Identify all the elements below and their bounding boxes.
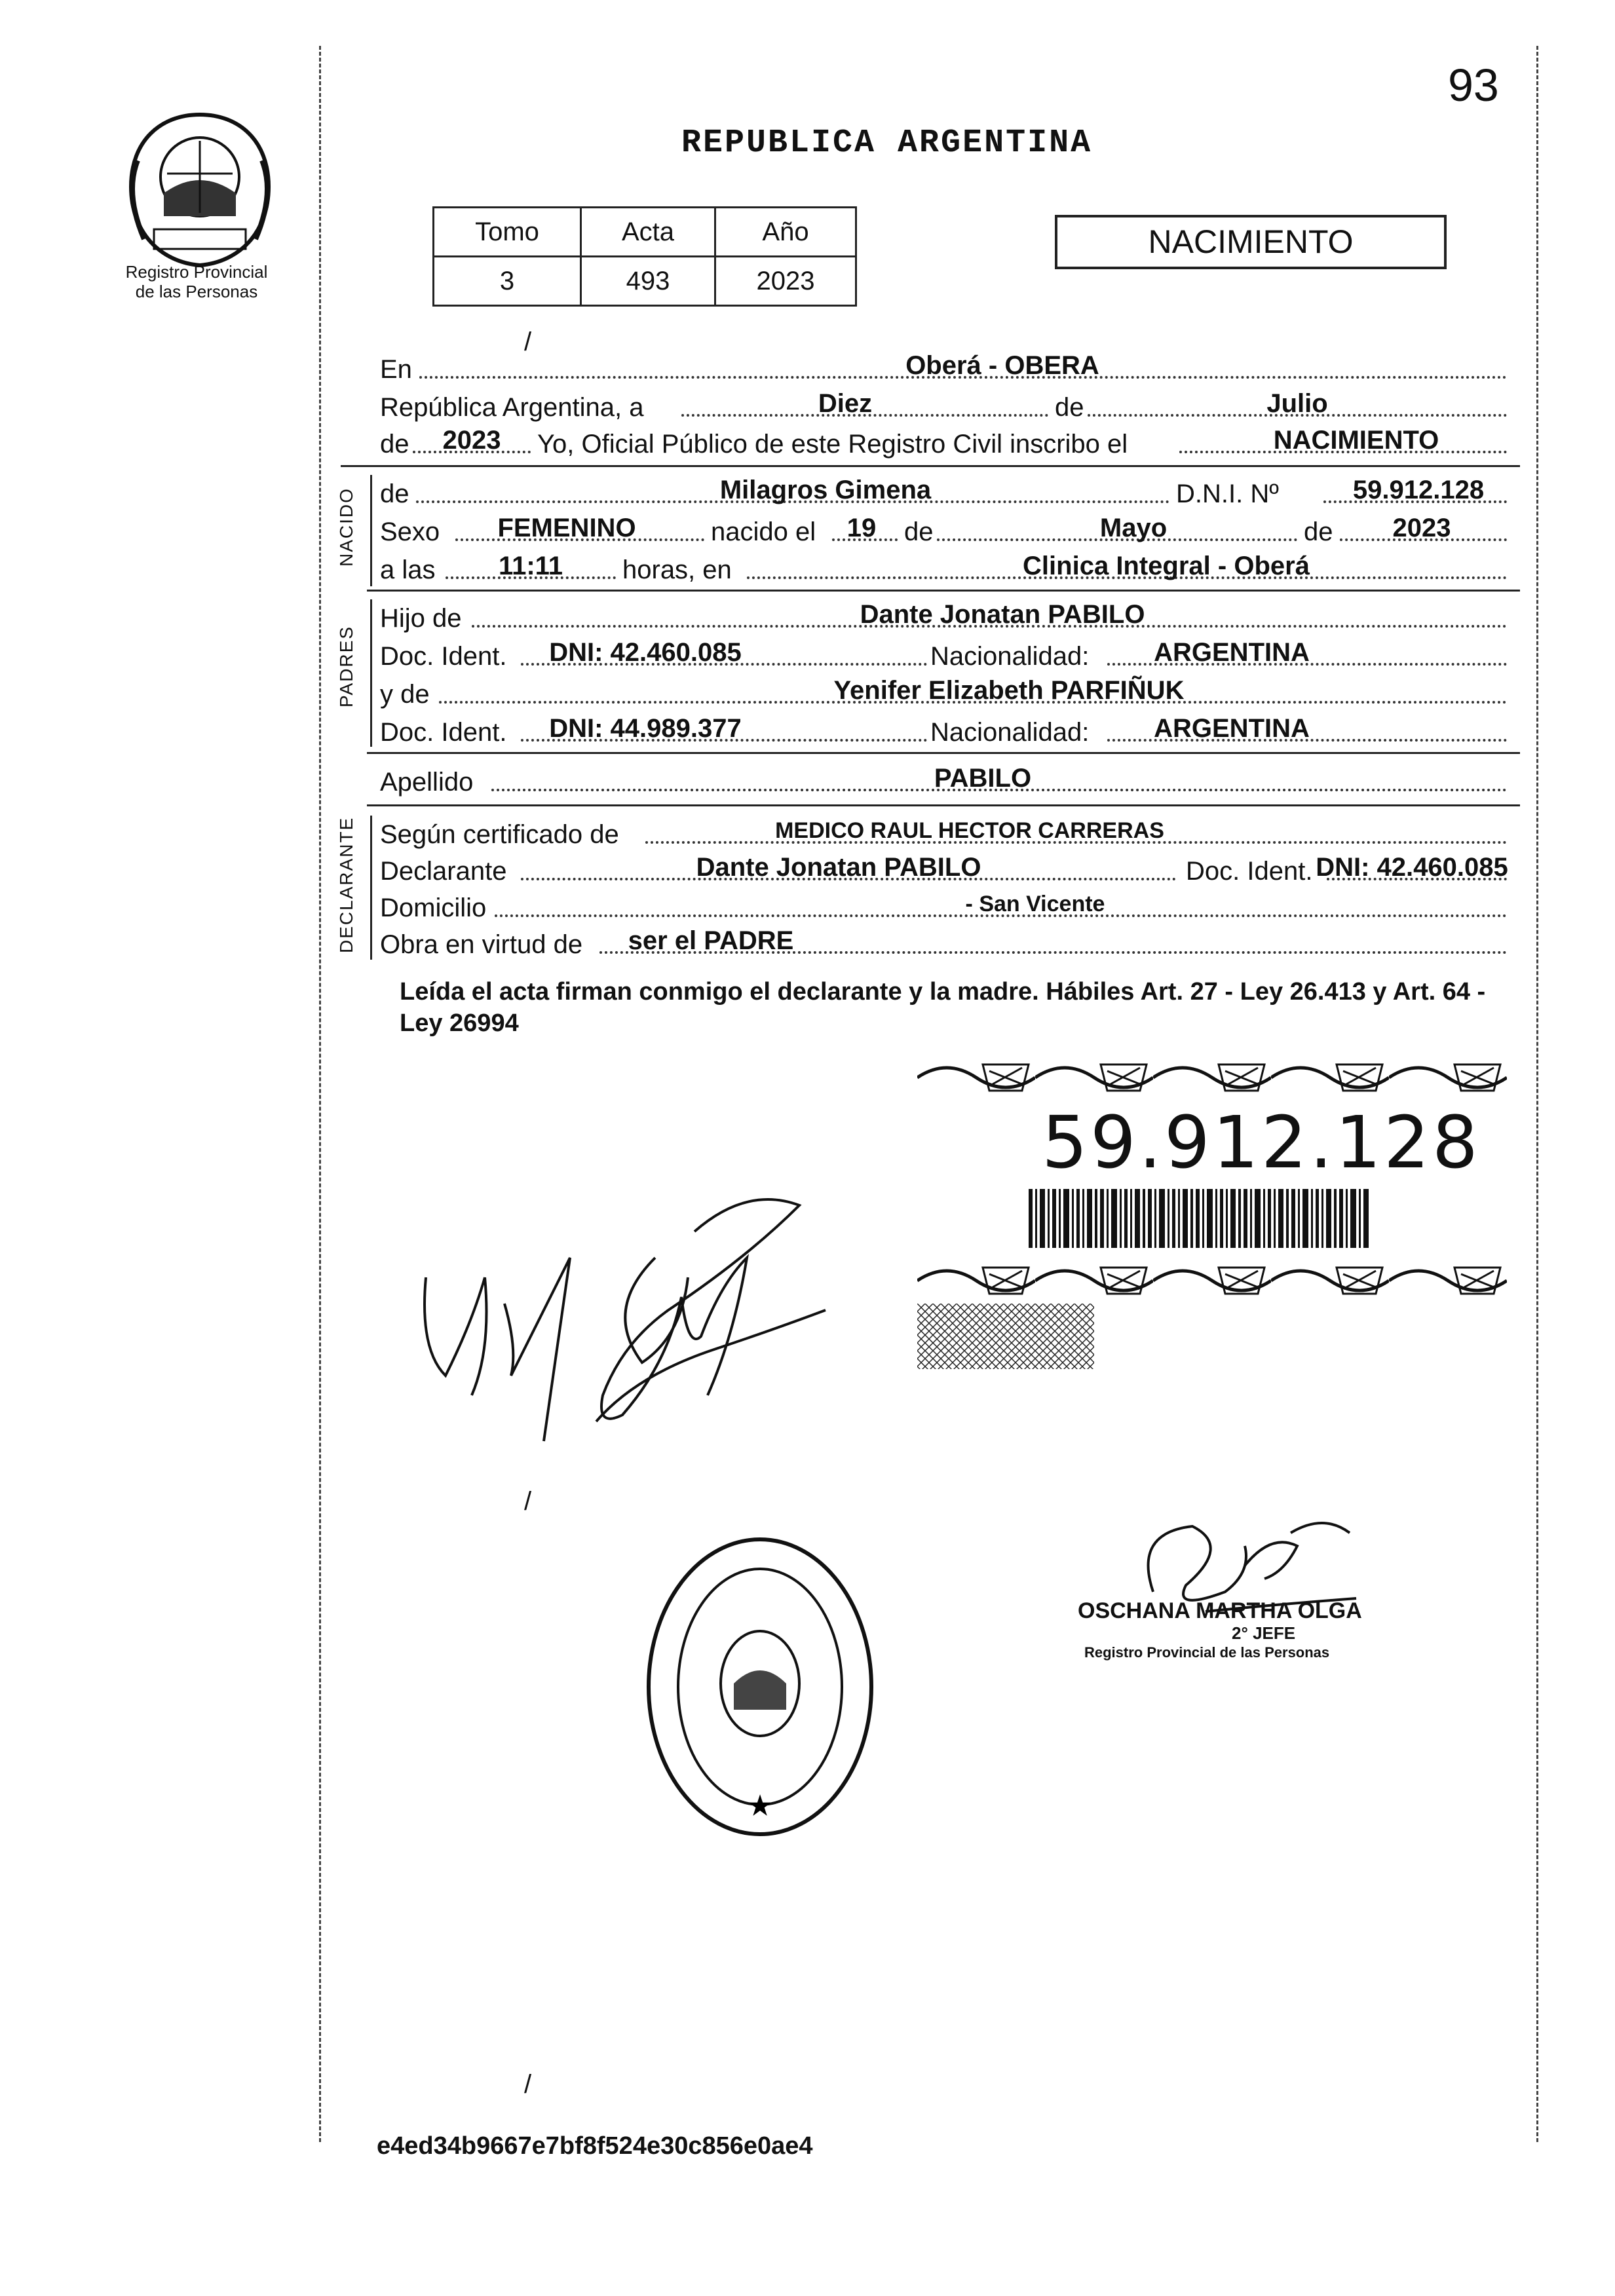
label-doc-ident: Doc. Ident. xyxy=(380,718,507,747)
label-nacido-el: nacido el xyxy=(711,518,816,546)
value-child-name: Milagros Gimena xyxy=(719,476,932,504)
value-record-kind: NACIMIENTO xyxy=(1273,426,1439,455)
svg-text:★: ★ xyxy=(748,1792,772,1820)
guilloche-pattern xyxy=(917,1304,1094,1369)
tick-mark: / xyxy=(524,2070,532,2099)
section-bar xyxy=(370,475,372,586)
officer-name: OSCHANA MARTHA OLGA xyxy=(1078,1598,1362,1623)
row-y-de xyxy=(380,672,1507,710)
divider xyxy=(367,752,1520,754)
value-mother-nationality: ARGENTINA xyxy=(1154,714,1310,743)
value-father-doc: DNI: 42.460.085 xyxy=(549,638,742,667)
value-birth-time: 11:11 xyxy=(499,552,563,580)
row-obra xyxy=(380,922,1507,960)
value-year: 2023 xyxy=(442,426,501,455)
section-label-declarante: DECLARANTE xyxy=(336,816,356,953)
label-doc-ident: Doc. Ident. xyxy=(1186,857,1313,886)
row-republica xyxy=(380,385,1507,423)
label-republica: República Argentina, a xyxy=(380,393,644,422)
label-de: de xyxy=(1055,393,1084,422)
section-bar xyxy=(370,816,372,960)
value-sexo: FEMENINO xyxy=(497,514,636,542)
value-child-dni: 59.912.128 xyxy=(1352,476,1485,504)
record-table xyxy=(432,206,857,307)
right-margin-line xyxy=(1536,46,1538,2142)
row-declarante xyxy=(380,849,1507,887)
value-birth-day: 19 xyxy=(846,514,877,542)
officer-role: 2° JEFE xyxy=(1232,1623,1296,1643)
row-en xyxy=(380,347,1507,385)
label-hijo-de: Hijo de xyxy=(380,604,462,633)
value-birth-place: Clinica Integral - Oberá xyxy=(1023,552,1310,580)
label-de: de xyxy=(380,430,409,459)
value-day-text: Diez xyxy=(818,389,873,418)
label-de: de xyxy=(380,480,409,508)
row-domicilio xyxy=(380,886,1507,924)
declarant-signature xyxy=(406,1179,865,1494)
label-nacionalidad: Nacionalidad: xyxy=(930,718,1090,747)
crest-label-line-2: de las Personas xyxy=(135,282,258,301)
value-mother-doc: DNI: 44.989.377 xyxy=(549,714,742,743)
value-domicilio: - San Vicente xyxy=(965,892,1105,916)
tick-mark: / xyxy=(524,328,532,356)
value-birth-year: 2023 xyxy=(1392,514,1451,542)
label-nacionalidad: Nacionalidad: xyxy=(930,642,1090,671)
label-y-de: y de xyxy=(380,680,430,709)
crest-logo xyxy=(118,108,282,272)
page-number: 93 xyxy=(1448,60,1499,111)
label-declarante: Declarante xyxy=(380,857,507,886)
security-pattern-top xyxy=(917,1058,1507,1097)
official-seal xyxy=(642,1533,878,1841)
row-father-doc xyxy=(380,634,1507,672)
security-pattern-bottom xyxy=(917,1261,1507,1300)
table-header-acta: Acta xyxy=(581,208,715,257)
label-doc-ident: Doc. Ident. xyxy=(380,642,507,671)
label-dni: D.N.I. Nº xyxy=(1176,480,1279,508)
security-number: 59.912.128 xyxy=(1042,1101,1481,1184)
label-officer: Yo, Oficial Público de este Registro Civil inscribo el xyxy=(537,430,1128,459)
row-nacido-hora xyxy=(380,548,1507,586)
row-apellido xyxy=(380,760,1507,798)
document-hash: e4ed34b9667e7bf8f524e30c856e0ae4 xyxy=(377,2132,813,2160)
label-domicilio: Domicilio xyxy=(380,894,487,922)
left-margin-line xyxy=(319,46,321,2142)
row-mother-doc xyxy=(380,710,1507,748)
crest-label xyxy=(98,262,295,301)
label-certificado: Según certificado de xyxy=(380,820,619,849)
value-apellido: PABILO xyxy=(934,764,1032,793)
row-nacido-name xyxy=(380,472,1507,510)
value-obra: ser el PADRE xyxy=(628,926,794,955)
value-declarante-name: Dante Jonatan PABILO xyxy=(696,853,981,882)
section-label-padres: PADRES xyxy=(336,625,356,707)
value-father-nationality: ARGENTINA xyxy=(1154,638,1310,667)
label-obra: Obra en virtud de xyxy=(380,930,583,959)
page-title: REPUBLICA ARGENTINA xyxy=(681,124,1093,162)
table-value-ano: 2023 xyxy=(715,257,856,306)
label-a-las: a las xyxy=(380,555,436,584)
row-nacido-sexo xyxy=(380,510,1507,548)
label-en: En xyxy=(380,355,412,384)
row-certificado xyxy=(380,812,1507,850)
label-de: de xyxy=(904,518,934,546)
value-month-text: Julio xyxy=(1266,389,1328,418)
officer-organization: Registro Provincial de las Personas xyxy=(1084,1644,1330,1661)
table-value-acta: 493 xyxy=(581,257,715,306)
row-year xyxy=(380,422,1507,460)
section-bar xyxy=(370,599,372,747)
label-horas-en: horas, en xyxy=(622,555,732,584)
tick-mark: / xyxy=(524,1487,532,1516)
record-type-box: NACIMIENTO xyxy=(1055,215,1447,269)
value-mother-name: Yenifer Elizabeth PARFIÑUK xyxy=(833,676,1185,705)
value-declarante-doc: DNI: 42.460.085 xyxy=(1316,853,1508,882)
crest-label-line-1: Registro Provincial xyxy=(125,262,268,282)
legal-note: Leída el acta firman conmigo el declarante y la madre. Hábiles Art. 27 - Ley 26.413 y Art. 64 - Ley 26994 xyxy=(400,978,1486,1037)
barcode xyxy=(1029,1189,1369,1248)
label-apellido: Apellido xyxy=(380,768,474,797)
value-birth-month: Mayo xyxy=(1099,514,1168,542)
table-value-tomo: 3 xyxy=(434,257,581,306)
row-hijo-de xyxy=(380,596,1507,634)
divider xyxy=(341,465,1520,467)
value-father-name: Dante Jonatan PABILO xyxy=(860,600,1145,629)
label-sexo: Sexo xyxy=(380,518,440,546)
divider xyxy=(367,804,1520,806)
divider xyxy=(367,590,1520,592)
value-certificado: MEDICO RAUL HECTOR CARRERAS xyxy=(775,818,1164,843)
section-label-nacido: NACIDO xyxy=(336,487,356,567)
label-de: de xyxy=(1304,518,1333,546)
value-place: Oberá - OBERA xyxy=(905,351,1099,380)
table-header-tomo: Tomo xyxy=(434,208,581,257)
table-header-ano: Año xyxy=(715,208,856,257)
